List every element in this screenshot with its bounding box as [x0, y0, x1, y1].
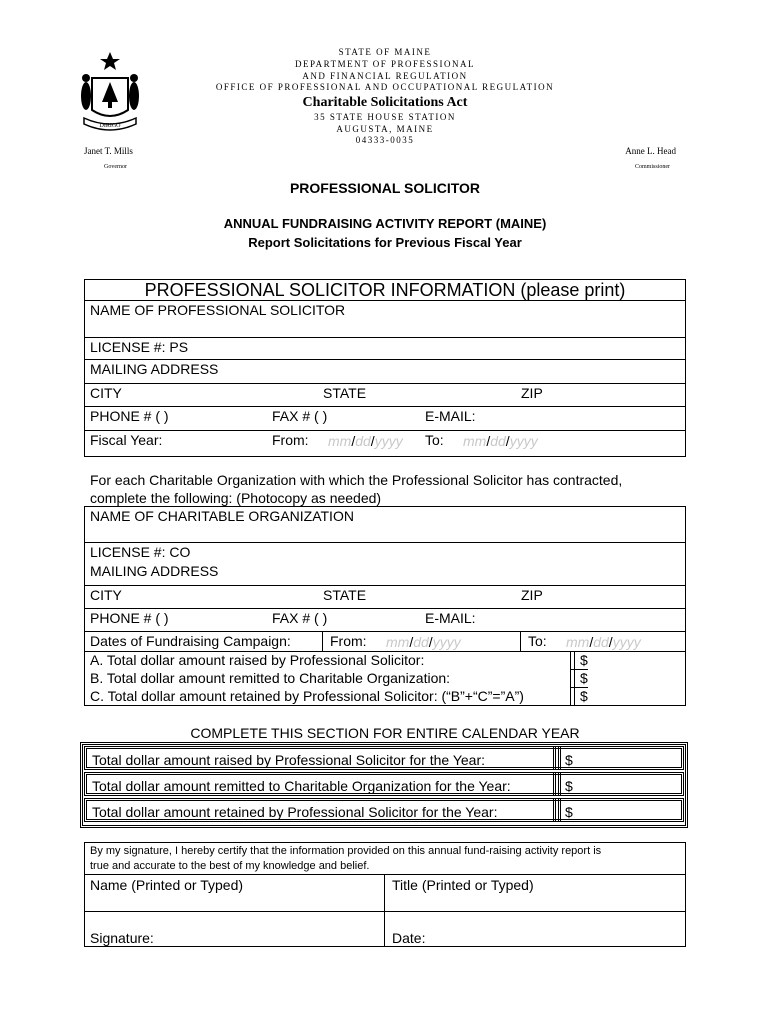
solicitor-email-field[interactable]	[485, 407, 685, 429]
charity-phone-label: PHONE # ( )	[90, 610, 169, 626]
solicitor-mailing-label: MAILING ADDRESS	[90, 361, 219, 377]
solicitor-city-field[interactable]	[130, 384, 310, 406]
calendar-raised-dollar: $	[565, 752, 573, 768]
charity-license-label: LICENSE #: CO	[90, 544, 191, 560]
header-department-2: AND FINANCIAL REGULATION	[302, 71, 468, 81]
solicitor-name-field[interactable]	[84, 318, 686, 336]
charity-mailing-label: MAILING ADDRESS	[90, 563, 219, 579]
fiscal-to-label: To:	[425, 432, 444, 448]
line-b-label: B. Total dollar amount remitted to Charitable Organization:	[90, 670, 451, 686]
governor-name: Janet T. Mills	[84, 146, 133, 156]
campaign-to-date-input[interactable]: mm/dd/yyyy	[566, 634, 641, 650]
signature-field[interactable]	[160, 913, 382, 945]
solicitor-name-label: NAME OF PROFESSIONAL SOLICITOR	[90, 302, 346, 318]
calendar-remitted-amount-field[interactable]	[575, 774, 681, 792]
printed-name-label: Name (Printed or Typed)	[90, 877, 244, 893]
campaign-from-date-input[interactable]: mm/dd/yyyy	[386, 634, 461, 650]
calendar-raised-label: Total dollar amount raised by Professional Solicitor for the Year:	[92, 752, 485, 768]
solicitor-state-label: STATE	[323, 385, 367, 401]
charity-name-label: NAME OF CHARITABLE ORGANIZATION	[90, 508, 354, 524]
calendar-retained-dollar: $	[565, 804, 573, 820]
solicitor-mailing-field[interactable]	[240, 360, 686, 382]
charity-state-label: STATE	[323, 587, 367, 603]
fiscal-to-date-input[interactable]: mm/dd/yyyy	[463, 433, 538, 449]
line-a-dollar: $	[580, 652, 588, 668]
solicitor-license-field[interactable]	[200, 338, 686, 358]
charity-fax-label: FAX # ( )	[272, 610, 328, 626]
line-a-amount-field[interactable]	[592, 652, 684, 668]
governor-title: Governor	[104, 164, 127, 170]
campaign-from-label: From:	[330, 633, 367, 649]
calendar-remitted-label: Total dollar amount remitted to Charitable Organization for the Year:	[92, 778, 511, 794]
commissioner-title: Commissioner	[634, 164, 670, 170]
calendar-remitted-dollar: $	[565, 778, 573, 794]
report-subtitle-2: Report Solicitations for Previous Fiscal Year	[248, 235, 522, 250]
line-c-label: C. Total dollar amount retained by Professional Solicitor: (“B”+“C”=”A”)	[90, 688, 524, 704]
certification-text-2: true and accurate to the best of my knowledge and belief.	[90, 860, 370, 872]
charity-mailing-field[interactable]	[240, 562, 686, 584]
calendar-section-title: COMPLETE THIS SECTION FOR ENTIRE CALENDAR YEAR	[190, 725, 580, 741]
page-title: PROFESSIONAL SOLICITOR	[289, 180, 481, 196]
header-zip: 04333-0035	[355, 135, 415, 145]
header-address-2: AUGUSTA, MAINE	[336, 124, 434, 134]
solicitor-section-title: PROFESSIONAL SOLICITOR INFORMATION (please print)	[144, 280, 626, 300]
instructions-line-1: For each Charitable Organization with which the Professional Solicitor has contracted,	[90, 472, 623, 488]
fiscal-from-label: From:	[272, 432, 309, 448]
header-department: DEPARTMENT OF PROFESSIONAL	[295, 59, 475, 69]
charity-city-field[interactable]	[130, 586, 310, 608]
printed-title-label: Title (Printed or Typed)	[392, 877, 534, 893]
date-label: Date:	[392, 930, 426, 946]
printed-title-field[interactable]	[386, 895, 684, 911]
header-office: OFFICE OF PROFESSIONAL AND OCCUPATIONAL REGULATION	[215, 82, 555, 92]
commissioner-name: Anne L. Head	[625, 146, 676, 156]
date-field[interactable]	[432, 913, 684, 945]
charity-zip-label: ZIP	[521, 587, 543, 603]
charity-name-field[interactable]	[84, 526, 686, 541]
solicitor-zip-label: ZIP	[521, 385, 543, 401]
charity-license-field[interactable]	[200, 543, 686, 561]
solicitor-phone-label: PHONE # ( )	[90, 408, 169, 424]
printed-name-field[interactable]	[86, 895, 382, 911]
header-act: Charitable Solicitations Act	[302, 95, 468, 110]
campaign-dates-label: Dates of Fundraising Campaign:	[90, 633, 291, 649]
line-b-amount-field[interactable]	[592, 670, 684, 686]
charity-email-field[interactable]	[485, 609, 685, 631]
solicitor-email-label: E-MAIL:	[425, 408, 476, 424]
certification-text-1: By my signature, I hereby certify that the information provided on this annual fund-raising activity report is	[90, 845, 602, 857]
solicitor-fax-label: FAX # ( )	[272, 408, 328, 424]
signature-label: Signature:	[90, 930, 154, 946]
svg-text:DIRIGO: DIRIGO	[99, 123, 121, 129]
header-address-1: 35 STATE HOUSE STATION	[314, 112, 456, 122]
instructions-line-2: complete the following: (Photocopy as needed)	[90, 490, 382, 506]
charity-city-label: CITY	[90, 587, 122, 603]
solicitor-license-label: LICENSE #: PS	[90, 339, 189, 355]
calendar-retained-label: Total dollar amount retained by Professional Solicitor for the Year:	[92, 804, 498, 820]
fiscal-year-label: Fiscal Year:	[90, 432, 163, 448]
line-c-amount-field[interactable]	[592, 688, 684, 704]
line-a-label: A. Total dollar amount raised by Professional Solicitor:	[90, 652, 425, 668]
solicitor-city-label: CITY	[90, 385, 122, 401]
line-c-dollar: $	[580, 688, 588, 704]
line-b-dollar: $	[580, 670, 588, 686]
fiscal-from-date-input[interactable]: mm/dd/yyyy	[328, 433, 403, 449]
campaign-to-label: To:	[528, 633, 547, 649]
calendar-raised-amount-field[interactable]	[575, 748, 681, 766]
header-state: STATE OF MAINE	[338, 47, 432, 57]
report-subtitle: ANNUAL FUNDRAISING ACTIVITY REPORT (MAINE)	[223, 216, 547, 231]
calendar-retained-amount-field[interactable]	[575, 800, 681, 818]
charity-email-label: E-MAIL:	[425, 610, 476, 626]
